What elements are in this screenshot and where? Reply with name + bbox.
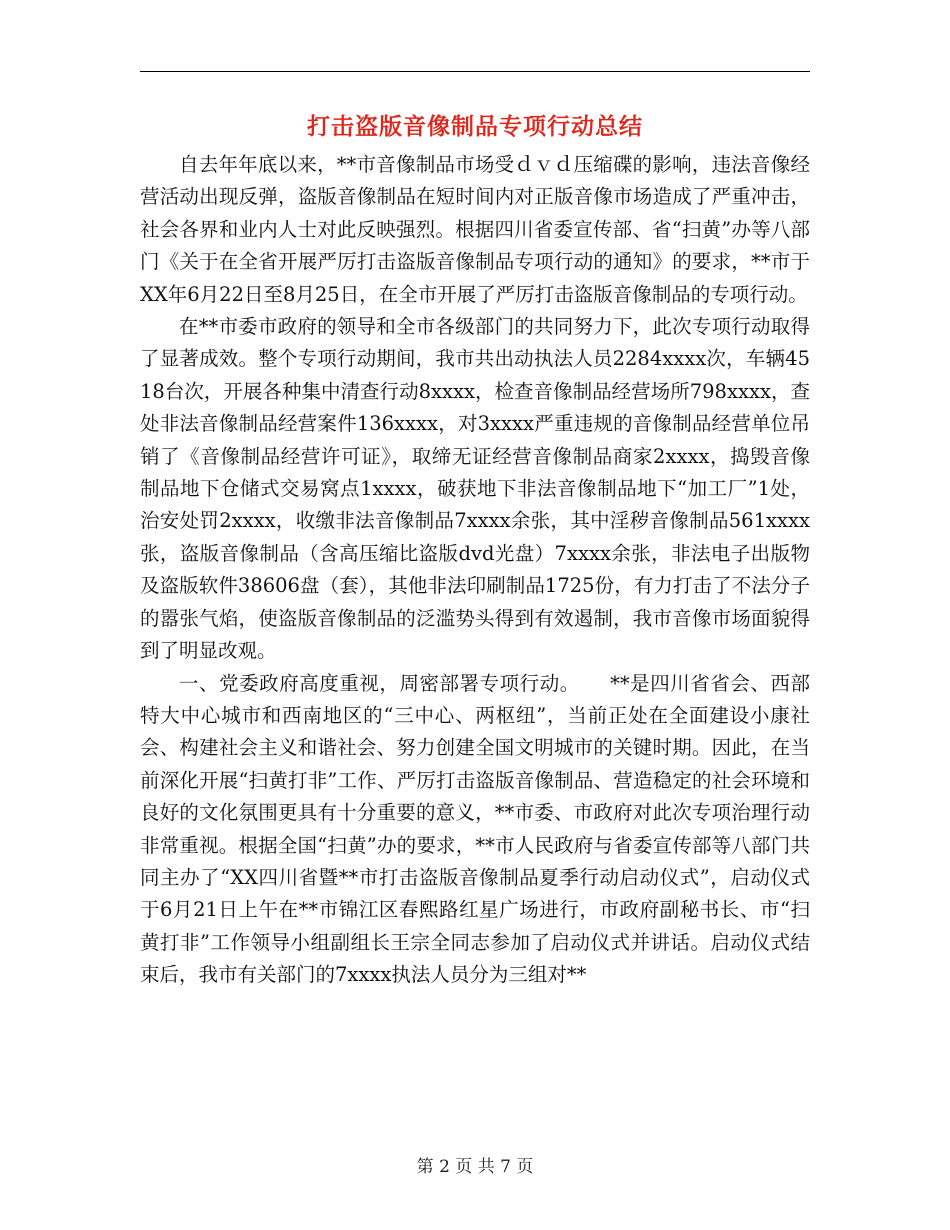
paragraph-results: 在**市委市政府的领导和全市各级部门的共同努力下，此次专项行动取得了显著成效。整个专项行动期间，我市共出动执法人员2284xxxx次，车辆4518台次，开展各种集中清查行动8xxxx，检查音像制品经营场所798xxxx，查处非法音像制品经营案件136xxxx，对3xxxx严重违规的音像制品经营单位吊销了《音像制品经营许可证》，取缔无证经营音像制品商家2xxxx，捣毁音像制品地下仓储式交易窝点1xxxx，破获地下非法音像制品地下“加工厂”1处，治安处罚2xxxx，收缴非法音像制品7xxxx余张，其中淫秽音像制品561xxxx张，盗版音像制品（含高压缩比盗版dvd光盘）7xxxx余张，非法电子出版物及盗版软件38606盘（套），其他非法印刷制品1725份，有力打击了不法分子的嚣张气焰，使盗版音像制品的泛滥势头得到有效遏制，我市音像市场面貌得到了明显改观。 [140, 315, 810, 663]
paragraph-intro: 自去年年底以来，**市音像制品市场受ｄｖｄ压缩碟的影响，违法音像经营活动出现反弹，盗版音像制品在短时间内对正版音像市场造成了严重冲击，社会各界和业内人士对此反映强烈。根据四川省委宣传部、省“扫黄”办等八部门《关于在全省开展严厉打击盗版音像制品专项行动的通知》的要求，**市于XX年6月22日至8月25日，在全市开展了严厉打击盗版音像制品的专项行动。 [140, 153, 810, 306]
paragraph-section-one: 一、党委政府高度重视，周密部署专项行动。 **是四川省省会、西部特大中心城市和西南地区的“三中心、两枢纽”，当前正处在全面建设小康社会、构建社会主义和谐社会、努力创建全国文明城市的关键时期。因此，在当前深化开展“扫黄打非”工作、严厉打击盗版音像制品、营造稳定的社会环境和良好的文化氛围更具有十分重要的意义，**市委、市政府对此次专项治理行动非常重视。根据全国“扫黄”办的要求，**市人民政府与省委宣传部等八部门共同主办了“XX四川省暨**市打击盗版音像制品夏季行动启动仪式”，启动仪式于6月21日上午在**市锦江区春熙路红星广场进行，市政府副秘书长、市“扫黄打非”工作领导小组副组长王宗全同志参加了启动仪式并讲话。启动仪式结束后，我市有关部门的7xxxx执法人员分为三组对** [140, 671, 810, 987]
document-body [140, 149, 810, 992]
header-rule [140, 71, 810, 72]
page-number-footer: 第 2 页 共 7 页 [416, 1157, 534, 1177]
document-title: 打击盗版音像制品专项行动总结 [307, 113, 643, 140]
